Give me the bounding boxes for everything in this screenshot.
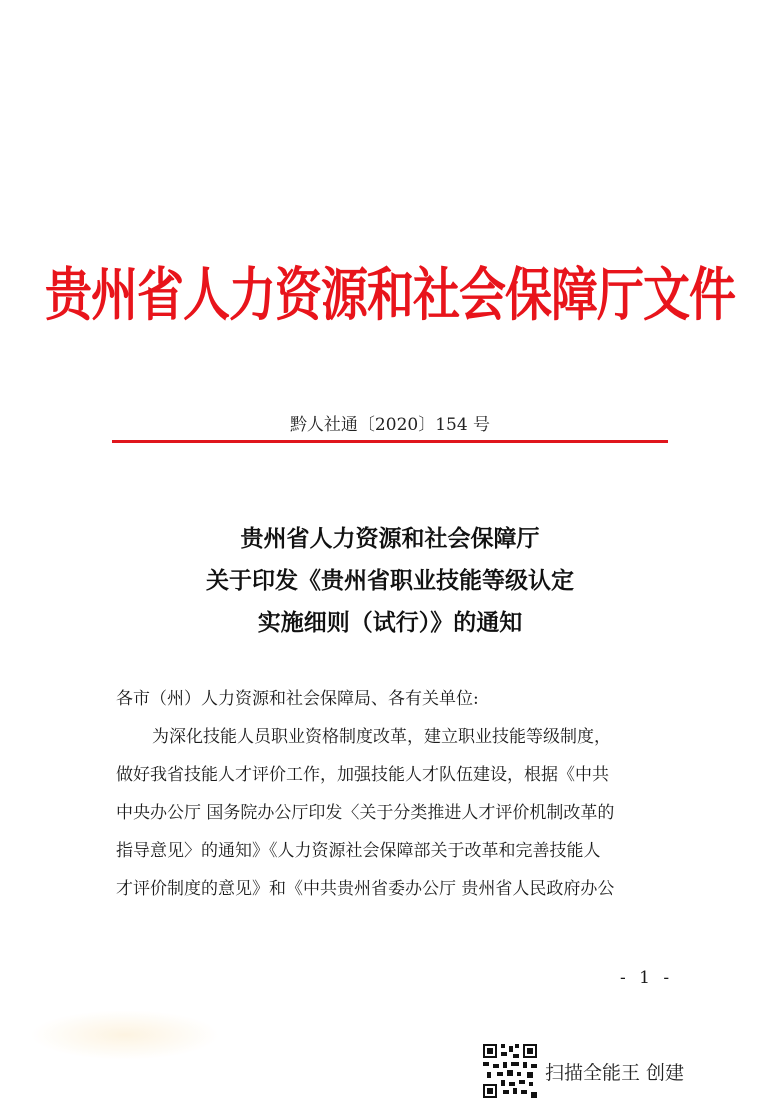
notice-title-line-2: 关于印发《贵州省职业技能等级认定 [206,567,574,594]
notice-title-line-3: 实施细则（试行）》的通知 [257,609,523,636]
salutation: 各市（州）人力资源和社会保障局、各有关单位: [116,689,479,709]
body-line-2: 做好我省技能人才评价工作，加强技能人才队伍建设，根据《中共 [116,765,609,785]
body-line-5: 才评价制度的意见》和《中共贵州省委办公厅 贵州省人民政府办公 [116,879,615,899]
body-line-1: 为深化技能人员职业资格制度改革，建立职业技能等级制度， [152,727,611,747]
paper-stain [30,1010,220,1060]
body-line-3: 中央办公厅 国务院办公厅印发〈关于分类推进人才评价机制改革的 [116,803,615,823]
notice-title-line-1: 贵州省人力资源和社会保障厅 [240,525,540,552]
page-number: - 1 - [620,968,674,988]
scanner-watermark: 扫描全能王 创建 [545,1062,685,1084]
document-number: 黔人社通〔2020〕154 号 [289,415,491,435]
body-line-4: 指导意见〉的通知》《人力资源社会保障部关于改革和完善技能人 [116,841,601,861]
red-divider [112,440,668,443]
document-header-title: 贵州省人力资源和社会保障厅文件 [45,262,735,330]
qr-code-icon [483,1044,537,1098]
